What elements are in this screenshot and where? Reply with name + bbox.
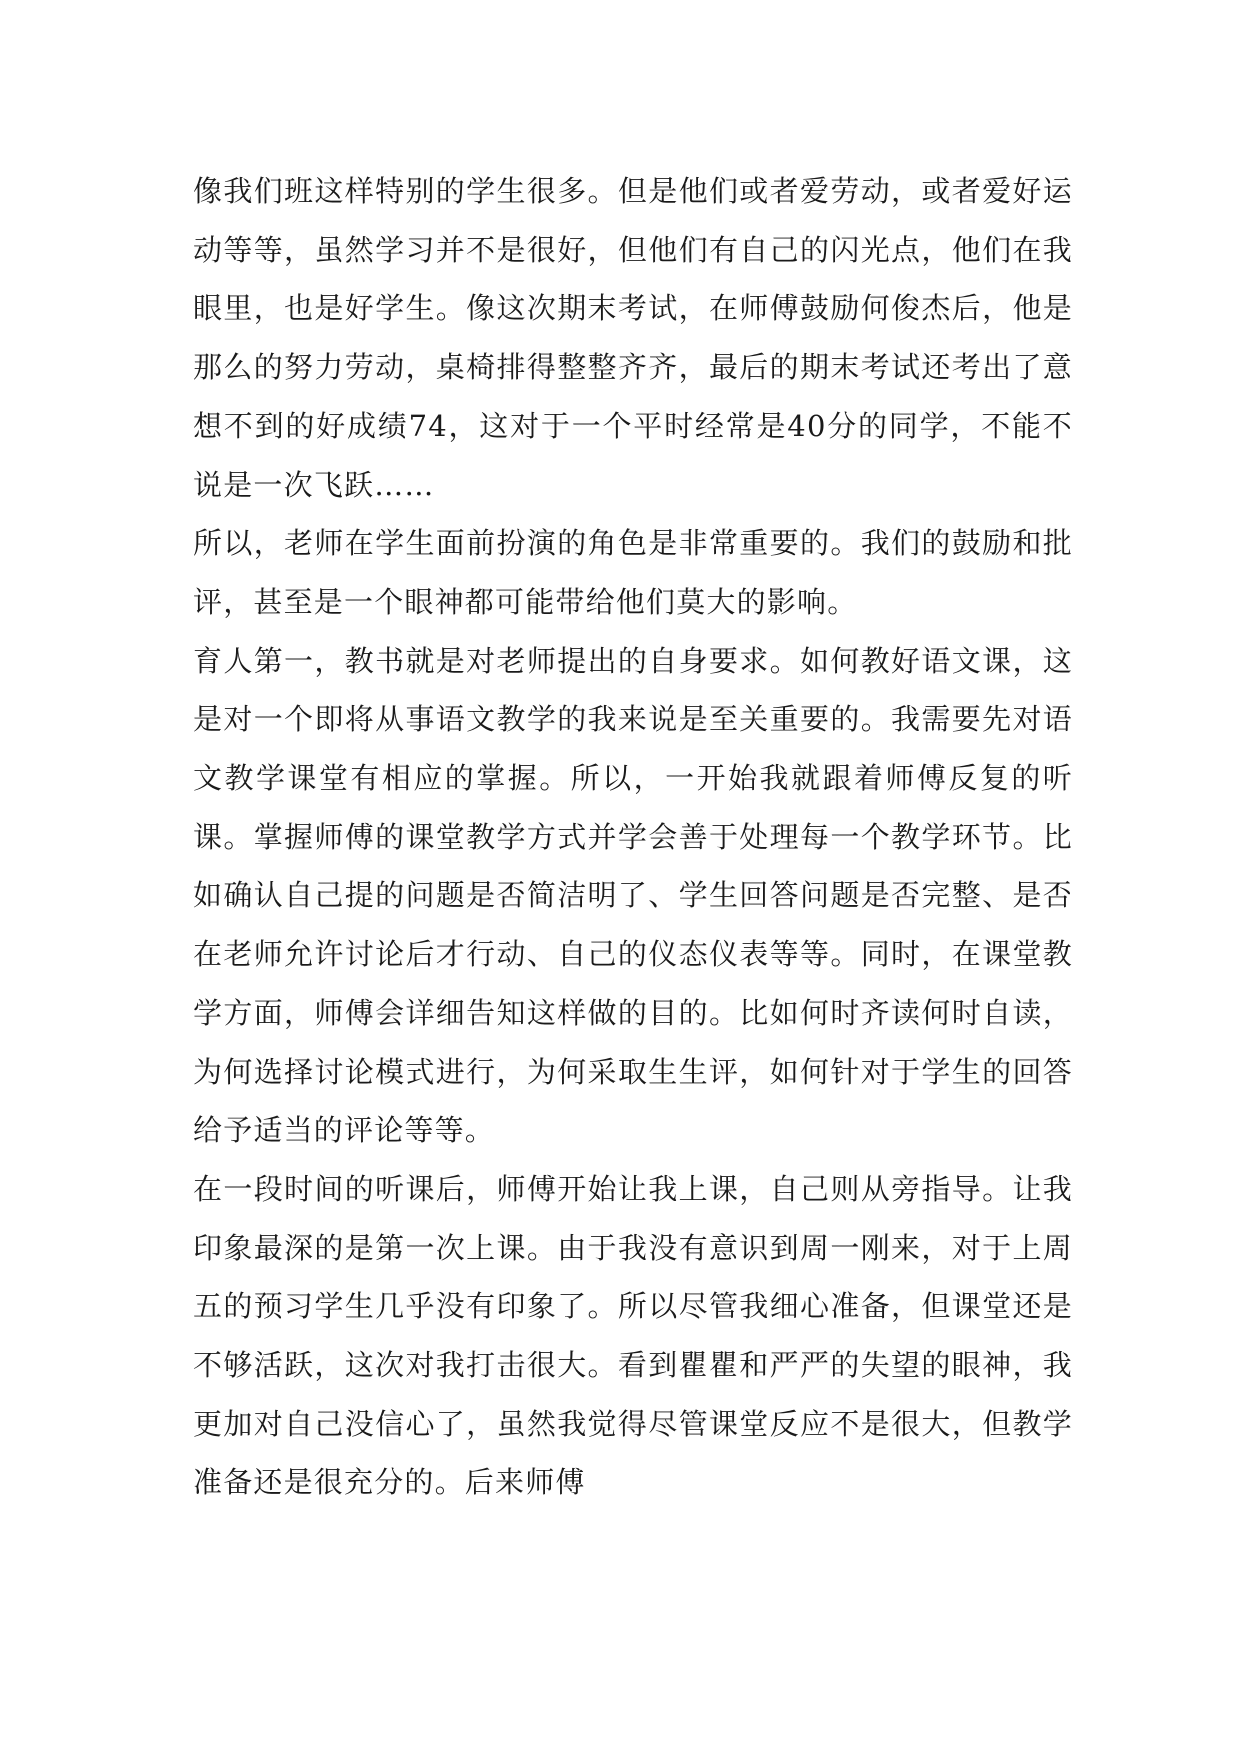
paragraph-4: 在一段时间的听课后，师傅开始让我上课，自己则从旁指导。让我印象最深的是第一次上课。由于我没有意识到周一刚来，对于上周五的预习学生几乎没有印象了。所以尽管我细心准备，但课堂还是不够活跃，这次对我打击很大。看到瞿瞿和严严的失望的眼神，我更加对自己没信心了，虽然我觉得尽管课堂反应不是很大，但教学准备还是很充分的。后来师傅: [193, 1171, 1073, 1500]
paragraph-1: 像我们班这样特别的学生很多。但是他们或者爱劳动，或者爱好运动等等，虽然学习并不是很好，但他们有自己的闪光点，他们在我眼里，也是好学生。像这次期末考试，在师傅鼓励何俊杰后，他是那么的努力劳动，桌椅排得整整齐齐，最后的期末考试还考出了意想不到的好成绩74，这对于一个平时经常是40分的同学，不能不说是一次飞跃……: [193, 174, 1073, 502]
paragraph-3: 育人第一，教书就是对老师提出的自身要求。如何教好语文课，这是对一个即将从事语文教学的我来说是至关重要的。我需要先对语文教学课堂有相应的掌握。所以，一开始我就跟着师傅反复的听课。掌握师傅的课堂教学方式并学会善于处理每一个教学环节。比如确认自己提的问题是否简洁明了、学生回答问题是否完整、是否在老师允许讨论后才行动、自己的仪态仪表等等。同时，在课堂教学方面，师傅会详细告知这样做的目的。比如何时齐读何时自读，为何选择讨论模式进行，为何采取生生评，如何针对于学生的回答给予适当的评论等等。: [193, 643, 1073, 1148]
body-text: [193, 162, 1073, 1512]
paragraph-2: 所以，老师在学生面前扮演的角色是非常重要的。我们的鼓励和批评，甚至是一个眼神都可能带给他们莫大的影响。: [193, 526, 1073, 619]
